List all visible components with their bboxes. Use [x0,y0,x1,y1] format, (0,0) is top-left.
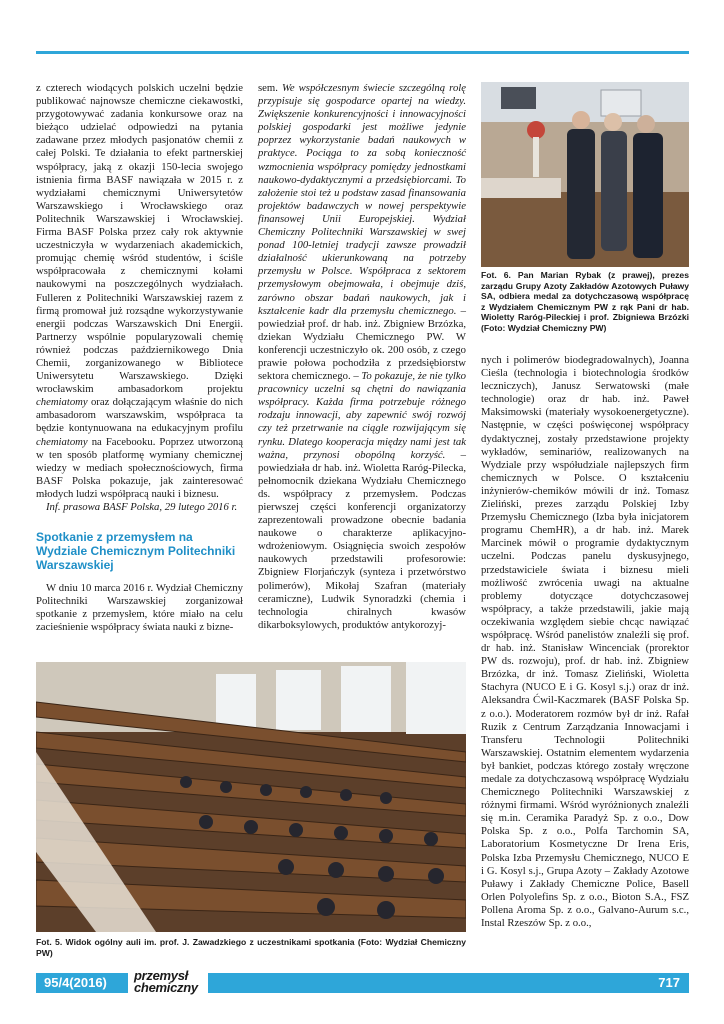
medal-ceremony-illustration [481,82,689,267]
paragraph: nych i polimerów biodegradowalnych), Joanna Cieśla (technologia i biotechnologia środków leczniczych), Janusz Serwatowski (małe technologie) oraz dr hab. inż. Paweł Maksimowski (materiały wysokoenergetyczne). Następnie, w części poświęconej współpracy dydaktycznej, zostały przedstawione projekty wykładów, seminariów, realizowanych na Wydziale przy współudziale najlepszych firm chemicznych w Polsce. O kształceniu inżynierów-chemików mówili dr inż. Tomasz Zieliński, prezes zarządu Polskiej Izby Przemysłu Chemicznego (Izba była inicjatorem programu ChemHR), a dr hab. inż. Marek Marcinek mówił o programie dydaktycznym uczelni. Podczas panelu dyskusyjnego, przedstawiciele świata i biznesu mieli możliwość zwrócenia uwagi na aktualne problemy dotyczące dotychczasowej współpracy, a także przedstawili, jakie mają oczekiwania względem siebie chcąc nawiązać współpracę. Wśród panelistów znaleźli się prof. dr hab. inż. Stanisław Wincenciak (prorektor PW ds. rozwoju), prof. dr hab. inż. Zbigniew Brzózka, dr inż. Tomasz Zieliński, Wioletta Stachyra (NUCO E i G. Kosyl s.j.) oraz dr inż. Aleksandra Ćwil-Kaczmarek (BASF Polska Sp. z o.o.). Moderatorem rozmów był dr inż. Rafał Ruzik z Centrum Zarządzania Innowacjami i Transferu Technologii Politechniki Warszawskiej. Ostatnim elementem wydarzenia był bankiet, podczas którego zostały wręczone medale za dotychczasową współpracę Wydziału Chemicznego Politechniki Warszawskiej z różnymi firmami. Wśród wyróżnionych znaleźli się m.in. Ceramika Paradyż Sp. z o.o., Dow Polska Sp. z o.o., Polfa Tarchomin SA, Laboratorium Kosmetyczne Dr Irena Eris, Polska Izba Przemysłu Chemicznego, NUCO E i G. Kosyl s.j., Grupa Azoty – Zakłady Azotowe Puławy i Zakłady Chemiczne Police, Basell Orlen Polyolefins Sp. z o.o., Bioton S.A., FSZ Pollena Aroma Sp. z o.o., Galvano-Aurum s.c., Instal Rzeszów Sp. z o.o., [481,354,689,930]
issue-number: 95/4(2016) [44,975,107,990]
column-2 [258,82,466,632]
photo-medal-ceremony [481,82,689,267]
lecture-hall-illustration [36,662,466,932]
paragraph: sem. We współczesnym świecie szczególną rolę przypisuje się gospodarce opartej na wiedzy. Zwiększenie konkurencyjności i innowacyjności polskiej gospodarki jest możliwe jedynie poprzez wykorzystanie badań naukowych w praktyce. Pociąga to za sobą konieczność wzmocnienia współpracy pomiędzy jednostkami naukowo-dydaktycznymi a przedsiębiorcami. To założenie stoi też u podstaw zasad finansowania projektów badawczych w nowej perspektywie finansowej Unii Europejskiej. Wydział Chemiczny Politechniki Warszawskiej w swej ponad 100-letniej tradycji zawsze prowadził działalność ukierunkowaną na potrzeby przemysłu w Polsce. Współpraca z sektorem przemysłowym obejmowała, i obejmuje dziś, zarówno obszar badań naukowych, jak i kształcenie kadr dla przemysłu chemicznego. – powiedział prof. dr hab. inż. Zbigniew Brzózka, dziekan Wydziału Chemicznego PW. W konferencji uczestniczyło ok. 200 osób, z czego prawie połowa pochodziła z przedsiębiorstw sektora chemicznego. – To pokazuje, że nie tylko pracownicy uczelni są chętni do nawiązania współpracy. Każda firma potrzebuje różnego rodzaju innowacji, aby zapewnić swój rozwój czy też przetrwanie na ciągle rozwijającym się rynku. Dlatego kooperacja między nami jest tak ważna, przynosi obopólną korzyść. – powiedziała dr hab. inż. Wioletta Raróg-Pilecka, pełnomocnik dziekana Wydziału Chemicznego ds. współpracy z przemysłem. Podczas pierwszej części konferencji organizatorzy zaprezentowali prowadzone obecnie badania naukowe o charakterze aplikacyjno-wdrożeniowym. Osiągnięcia swoich zespołów naukowych przedstawili profesorowie: Zbigniew Florjańczyk (synteza i przetwórstwo polimerów), Mikołaj Szafran (materiały ceramiczne), Ludwik Synoradzki (chemia i technologia chiralnych kwasów dikarboksylowych, produktów antykorozyj- [258,82,467,631]
journal-logo [128,966,208,998]
logo-line-1: przemysł [134,968,188,983]
caption-fig6: Fot. 6. Pan Marian Rybak (z prawej), prezes zarządu Grupy Azoty Zakładów Azotowych Puławy SA, odbiera medal za dotychczasową współpracę z Wydziałem Chemicznym PW z rąk Pani dr hab. Wioletty Raróg-Pileckiej i prof. Zbigniewa Brzózki (Foto: Wydział Chemiczny PW) [481,270,689,333]
section-title: Spotkanie z przemysłem na Wydziale Chemicznym Politechniki Warszawskiej [36,530,236,573]
paragraph: W dniu 10 marca 2016 r. Wydział Chemiczny Politechniki Warszawskiej zorganizował spotkanie z przemysłem, które miało na celu zacieśnienie współpracy świata nauki z bizne- [36,582,243,634]
photo-lecture-hall [36,662,466,932]
column-1 [36,82,243,634]
page-number: 717 [658,975,680,990]
paragraph: z czterech wiodących polskich uczelni będzie publikować najnowsze chemiczne ciekawostki, przygotowywać zadania konkursowe oraz na bieżąco udzielać odpowiedzi na pytania zadawane przez młodych pasjonatów chemii z całej Polski. Te działania to efekt partnerskiej współpracy, jaką z okazji 150-lecia swojego istnienia firma BASF nawiązała w 2015 r. z wydziałami chemicznymi Uniwersytetów Warszawskiego i Wrocławskiego oraz Politechnik Warszawskiej i Wrocławskiej. Firma BASF Polska przez cały rok aktywnie uczestniczyła w wydarzeniach akademickich, promując chemię wśród studentów, i ściśle współpracowała z chemicznymi kołami naukowymi na poszczególnych wydziałach. Fulleren z Politechniki Warszawskiej razem z firmą promował już rozsądne wykorzystywanie energii podczas Warszawskich Dni Energii. Partnerzy wspólnie popularyzowali chemię również podczas październikowego Dnia Chemii, zorganizowanego w Bibliotece Uniwersytetu Warszawskiego. Dzięki wrocławskim ambasadorkom projektu chemiatomy oraz dołączającym właśnie do nich ambasadorom warszawskim, współpraca ta będzie kontynuowana na edukacyjnym profilu chemiatomy na Facebooku. Poprzez utworzoną w ten sposób platformę wymiany chemicznej wiedzy w mediach społecznościowych, firma BASF Polska pokazuje, jak zainteresować młodych ludzi współpracą nauki i biznesu. [36,82,243,500]
caption-fig5: Fot. 5. Widok ogólny auli im. prof. J. Zawadzkiego z uczestnikami spotkania (Foto: Wydział Chemiczny PW) [36,937,466,958]
source-note: Inf. prasowa BASF Polska, 29 lutego 2016 r. [46,501,238,513]
top-rule [36,51,689,54]
logo-line-2: chemiczny [134,980,198,995]
column-3 [481,354,689,930]
